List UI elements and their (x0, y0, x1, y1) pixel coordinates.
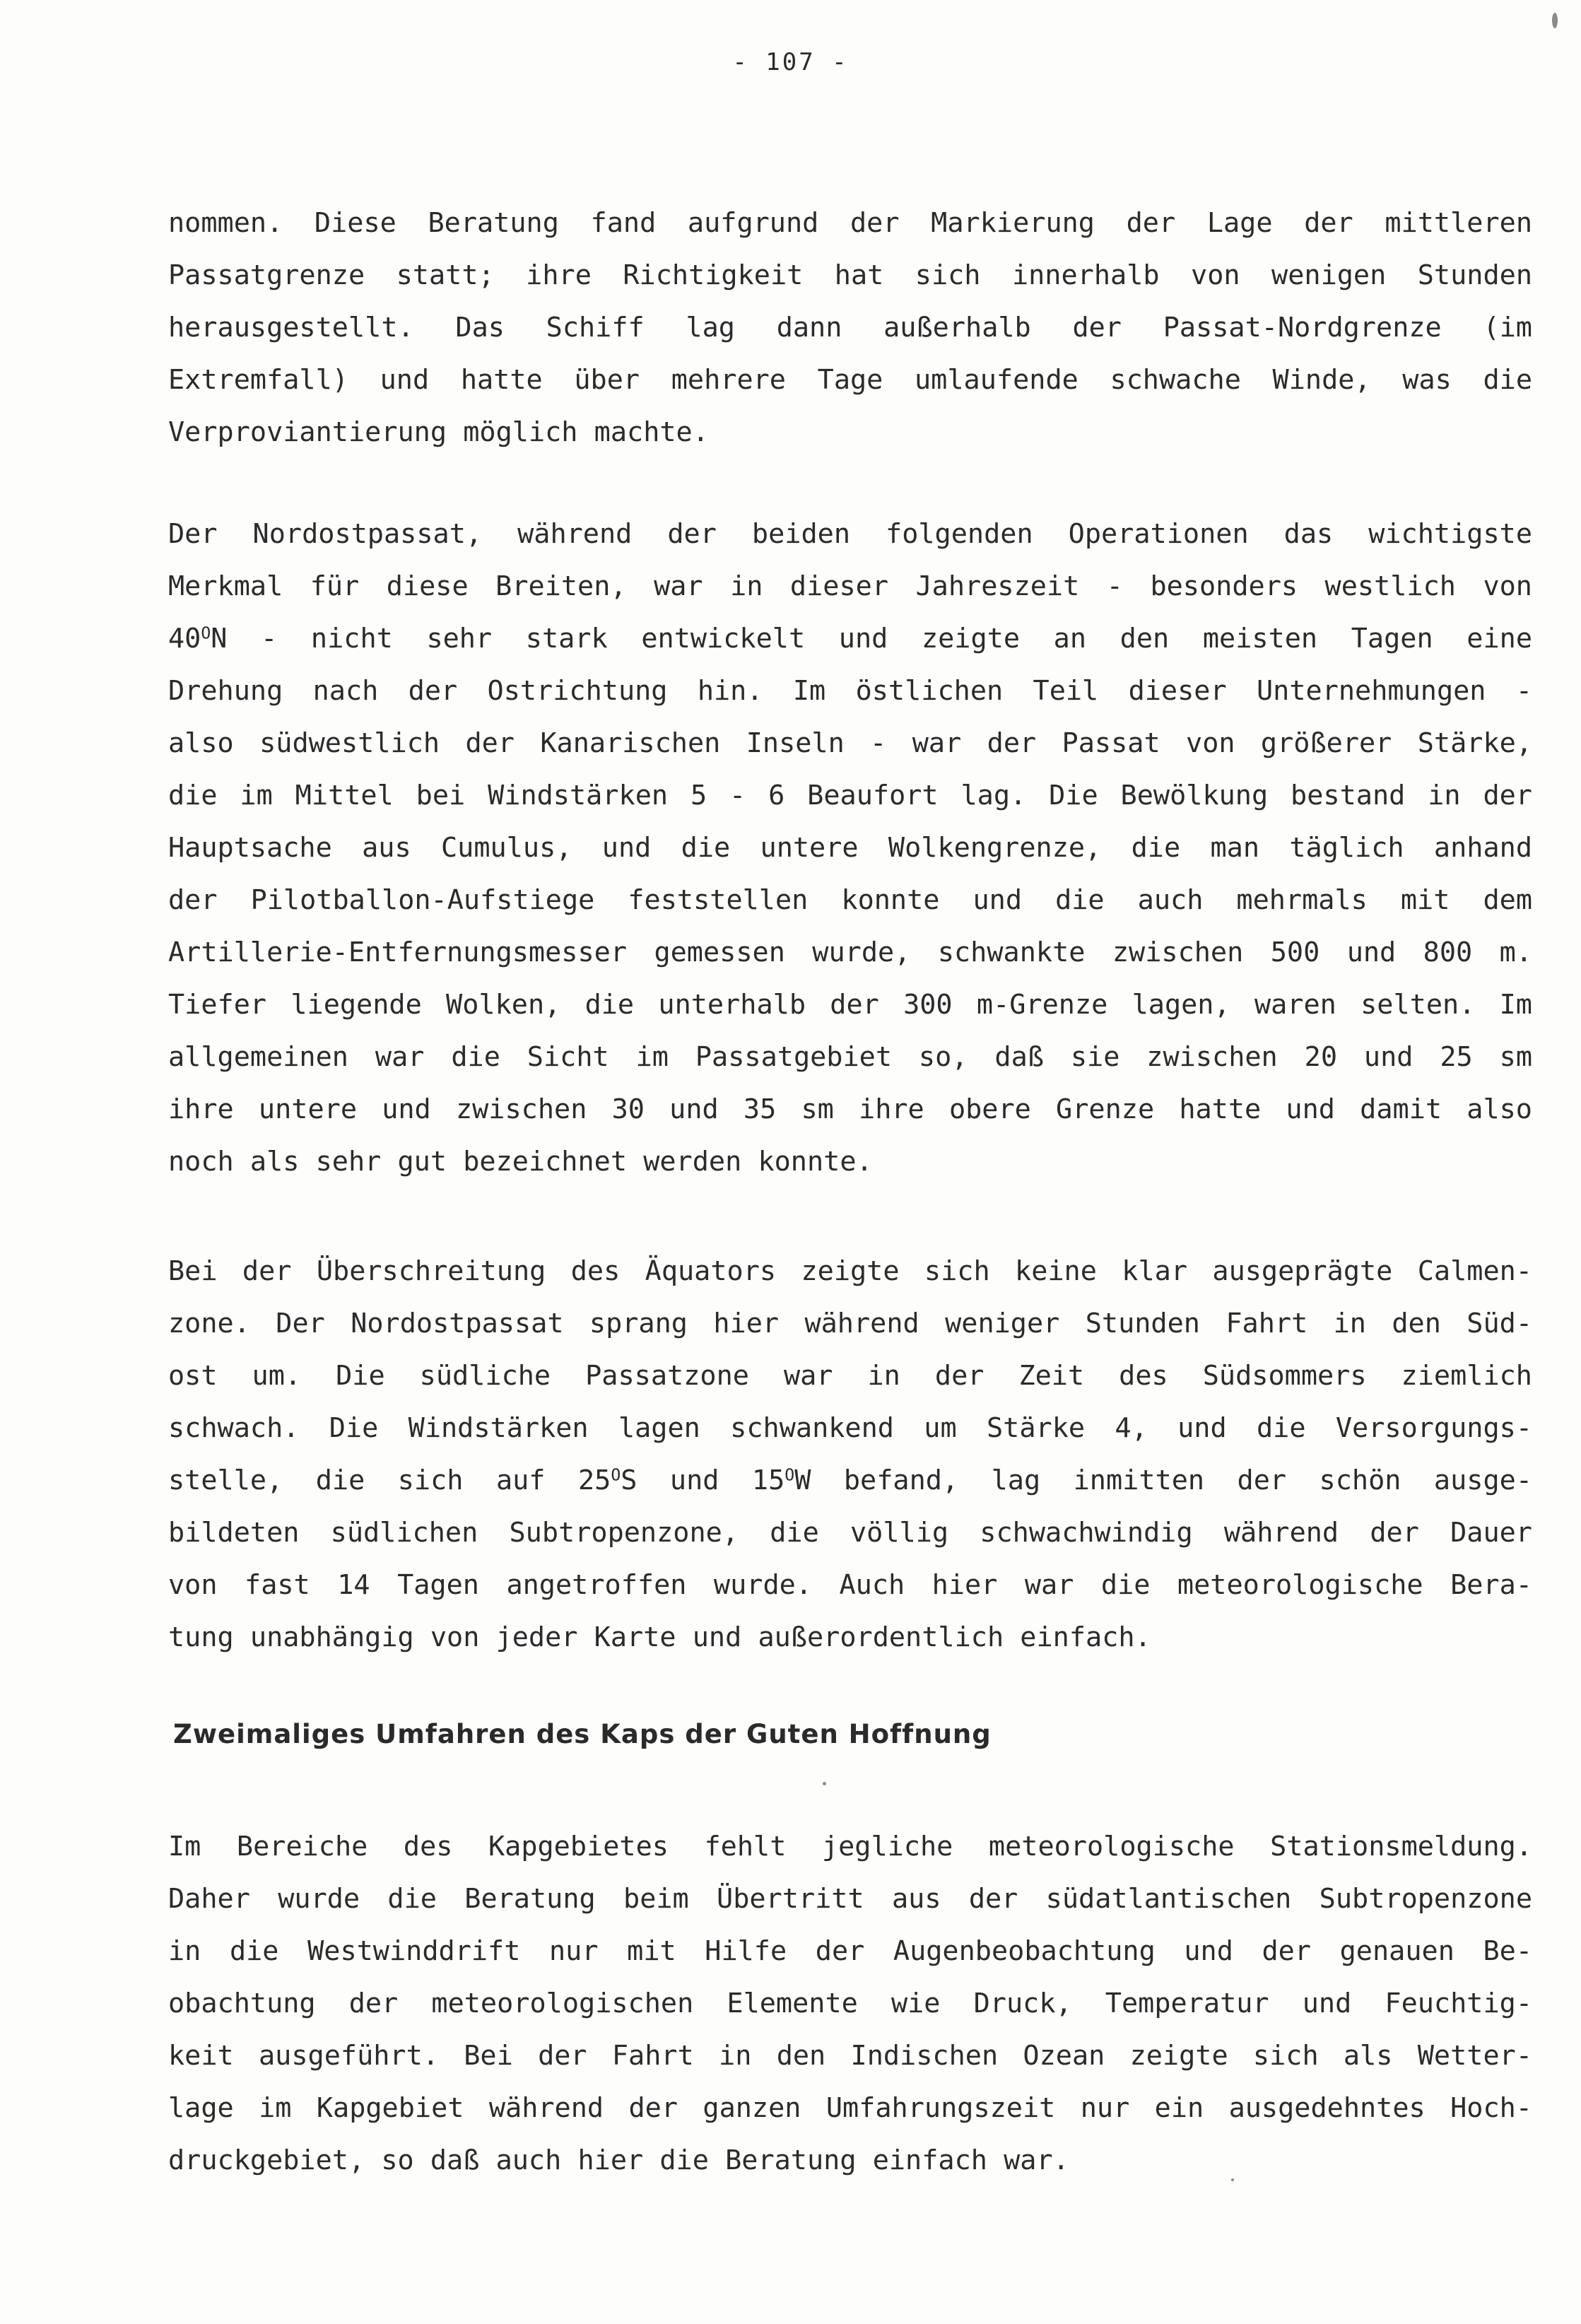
text-line-with-coordinate (168, 613, 1532, 665)
text-line: Passatgrenze statt; ihre Richtigkeit hat sich innerhalb von wenigen Stunden (168, 259, 1532, 291)
text-line: die im Mittel bei Windstärken 5 - 6 Beaufort lag. Die Bewölkung bestand in der (168, 780, 1532, 811)
section-heading: Zweimaliges Umfahren des Kaps der Guten Hoffnung (173, 1719, 992, 1749)
text-line: Artillerie-Entfernungsmesser gemessen wurde, schwankte zwischen 500 und 800 m. (168, 937, 1532, 968)
text-line: zone. Der Nordostpassat sprang hier während weniger Stunden Fahrt in den Süd- (168, 1308, 1532, 1339)
scan-speck (1231, 2178, 1234, 2181)
text-line: der Pilotballon-Aufstiege feststellen konnte und die auch mehrmals mit dem (168, 884, 1532, 916)
latitude-value: 40 (168, 623, 201, 655)
text-line: keit ausgeführt. Bei der Fahrt in den Indischen Ozean zeigte sich als Wetter- (168, 2040, 1532, 2072)
text-line: also südwestlich der Kanarischen Inseln - war der Passat von größerer Stärke, (168, 727, 1532, 759)
text-fragment: S und 15 (621, 1465, 785, 1496)
paragraph-1 (168, 197, 1532, 459)
scan-speck (1552, 13, 1558, 28)
text-line: obachtung der meteorologischen Elemente wie Druck, Temperatur und Feuchtig- (168, 1988, 1532, 2019)
text-line: bildeten südlichen Subtropenzone, die völlig schwachwindig während der Dauer (168, 1517, 1532, 1549)
text-line: Hauptsache aus Cumulus, und die untere Wolkengrenze, die man täglich anhand (168, 832, 1532, 864)
text-line: von fast 14 Tagen angetroffen wurde. Auch hier war die meteorologische Bera- (168, 1569, 1532, 1601)
text-line: Bei der Überschreitung des Äquators zeigte sich keine klar ausgeprägte Calmen- (168, 1255, 1532, 1287)
text-line-with-coordinates (168, 1455, 1532, 1507)
degree-mark: O (611, 1466, 621, 1485)
text-line: in die Westwinddrift nur mit Hilfe der Augenbeobachtung und der genauen Be- (168, 1935, 1532, 1967)
degree-mark: O (201, 624, 211, 643)
text-line: ihre untere und zwischen 30 und 35 sm ihre obere Grenze hatte und damit also (168, 1093, 1532, 1125)
text-line: Daher wurde die Beratung beim Übertritt aus der südatlantischen Subtropenzone (168, 1883, 1532, 1915)
text-line: Verproviantierung möglich machte. (168, 416, 709, 448)
text-line: noch als sehr gut bezeichnet werden konnte. (168, 1146, 873, 1178)
text-line: druckgebiet, so daß auch hier die Beratung einfach war. (168, 2144, 1069, 2176)
text-fragment: W befand, lag inmitten der schön ausge- (794, 1465, 1533, 1496)
text-line: schwach. Die Windstärken lagen schwankend um Stärke 4, und die Versorgungs- (168, 1412, 1532, 1444)
text-line: herausgestellt. Das Schiff lag dann außerhalb der Passat-Nordgrenze (im (168, 312, 1532, 344)
page-number: - 107 - (732, 48, 849, 76)
text-line: allgemeinen war die Sicht im Passatgebiet so, daß sie zwischen 20 und 25 sm (168, 1041, 1532, 1073)
text-line: lage im Kapgebiet während der ganzen Umfahrungszeit nur ein ausgedehntes Hoch- (168, 2092, 1532, 2124)
paragraph-4 (168, 1821, 1532, 2187)
text-line: Im Bereiche des Kapgebietes fehlt jegliche meteorologische Stationsmeldung. (168, 1831, 1532, 1862)
paragraph-3 (168, 1245, 1532, 1664)
text-line: ost um. Die südliche Passatzone war in der Zeit des Südsommers ziemlich (168, 1360, 1532, 1392)
text-line: nommen. Diese Beratung fand aufgrund der Markierung der Lage der mittleren (168, 207, 1532, 239)
text-line: Der Nordostpassat, während der beiden folgenden Operationen das wichtigste (168, 518, 1532, 550)
scan-speck (823, 1782, 826, 1785)
text-line: Extremfall) und hatte über mehrere Tage umlaufende schwache Winde, was die (168, 364, 1532, 396)
text-fragment: stelle, die sich auf 25 (168, 1465, 611, 1496)
text-line: Drehung nach der Ostrichtung hin. Im östlichen Teil dieser Unternehmungen - (168, 675, 1532, 707)
degree-mark: O (784, 1466, 795, 1485)
paragraph-2 (168, 508, 1532, 1188)
text-line: tung unabhängig von jeder Karte und außerordentlich einfach. (168, 1621, 1151, 1653)
text-line: Tiefer liegende Wolken, die unterhalb der 300 m-Grenze lagen, waren selten. Im (168, 989, 1532, 1021)
text-fragment: N - nicht sehr stark entwickelt und zeigte an den meisten Tagen eine (211, 623, 1532, 655)
text-line: Merkmal für diese Breiten, war in dieser Jahreszeit - besonders westlich von (168, 570, 1532, 602)
